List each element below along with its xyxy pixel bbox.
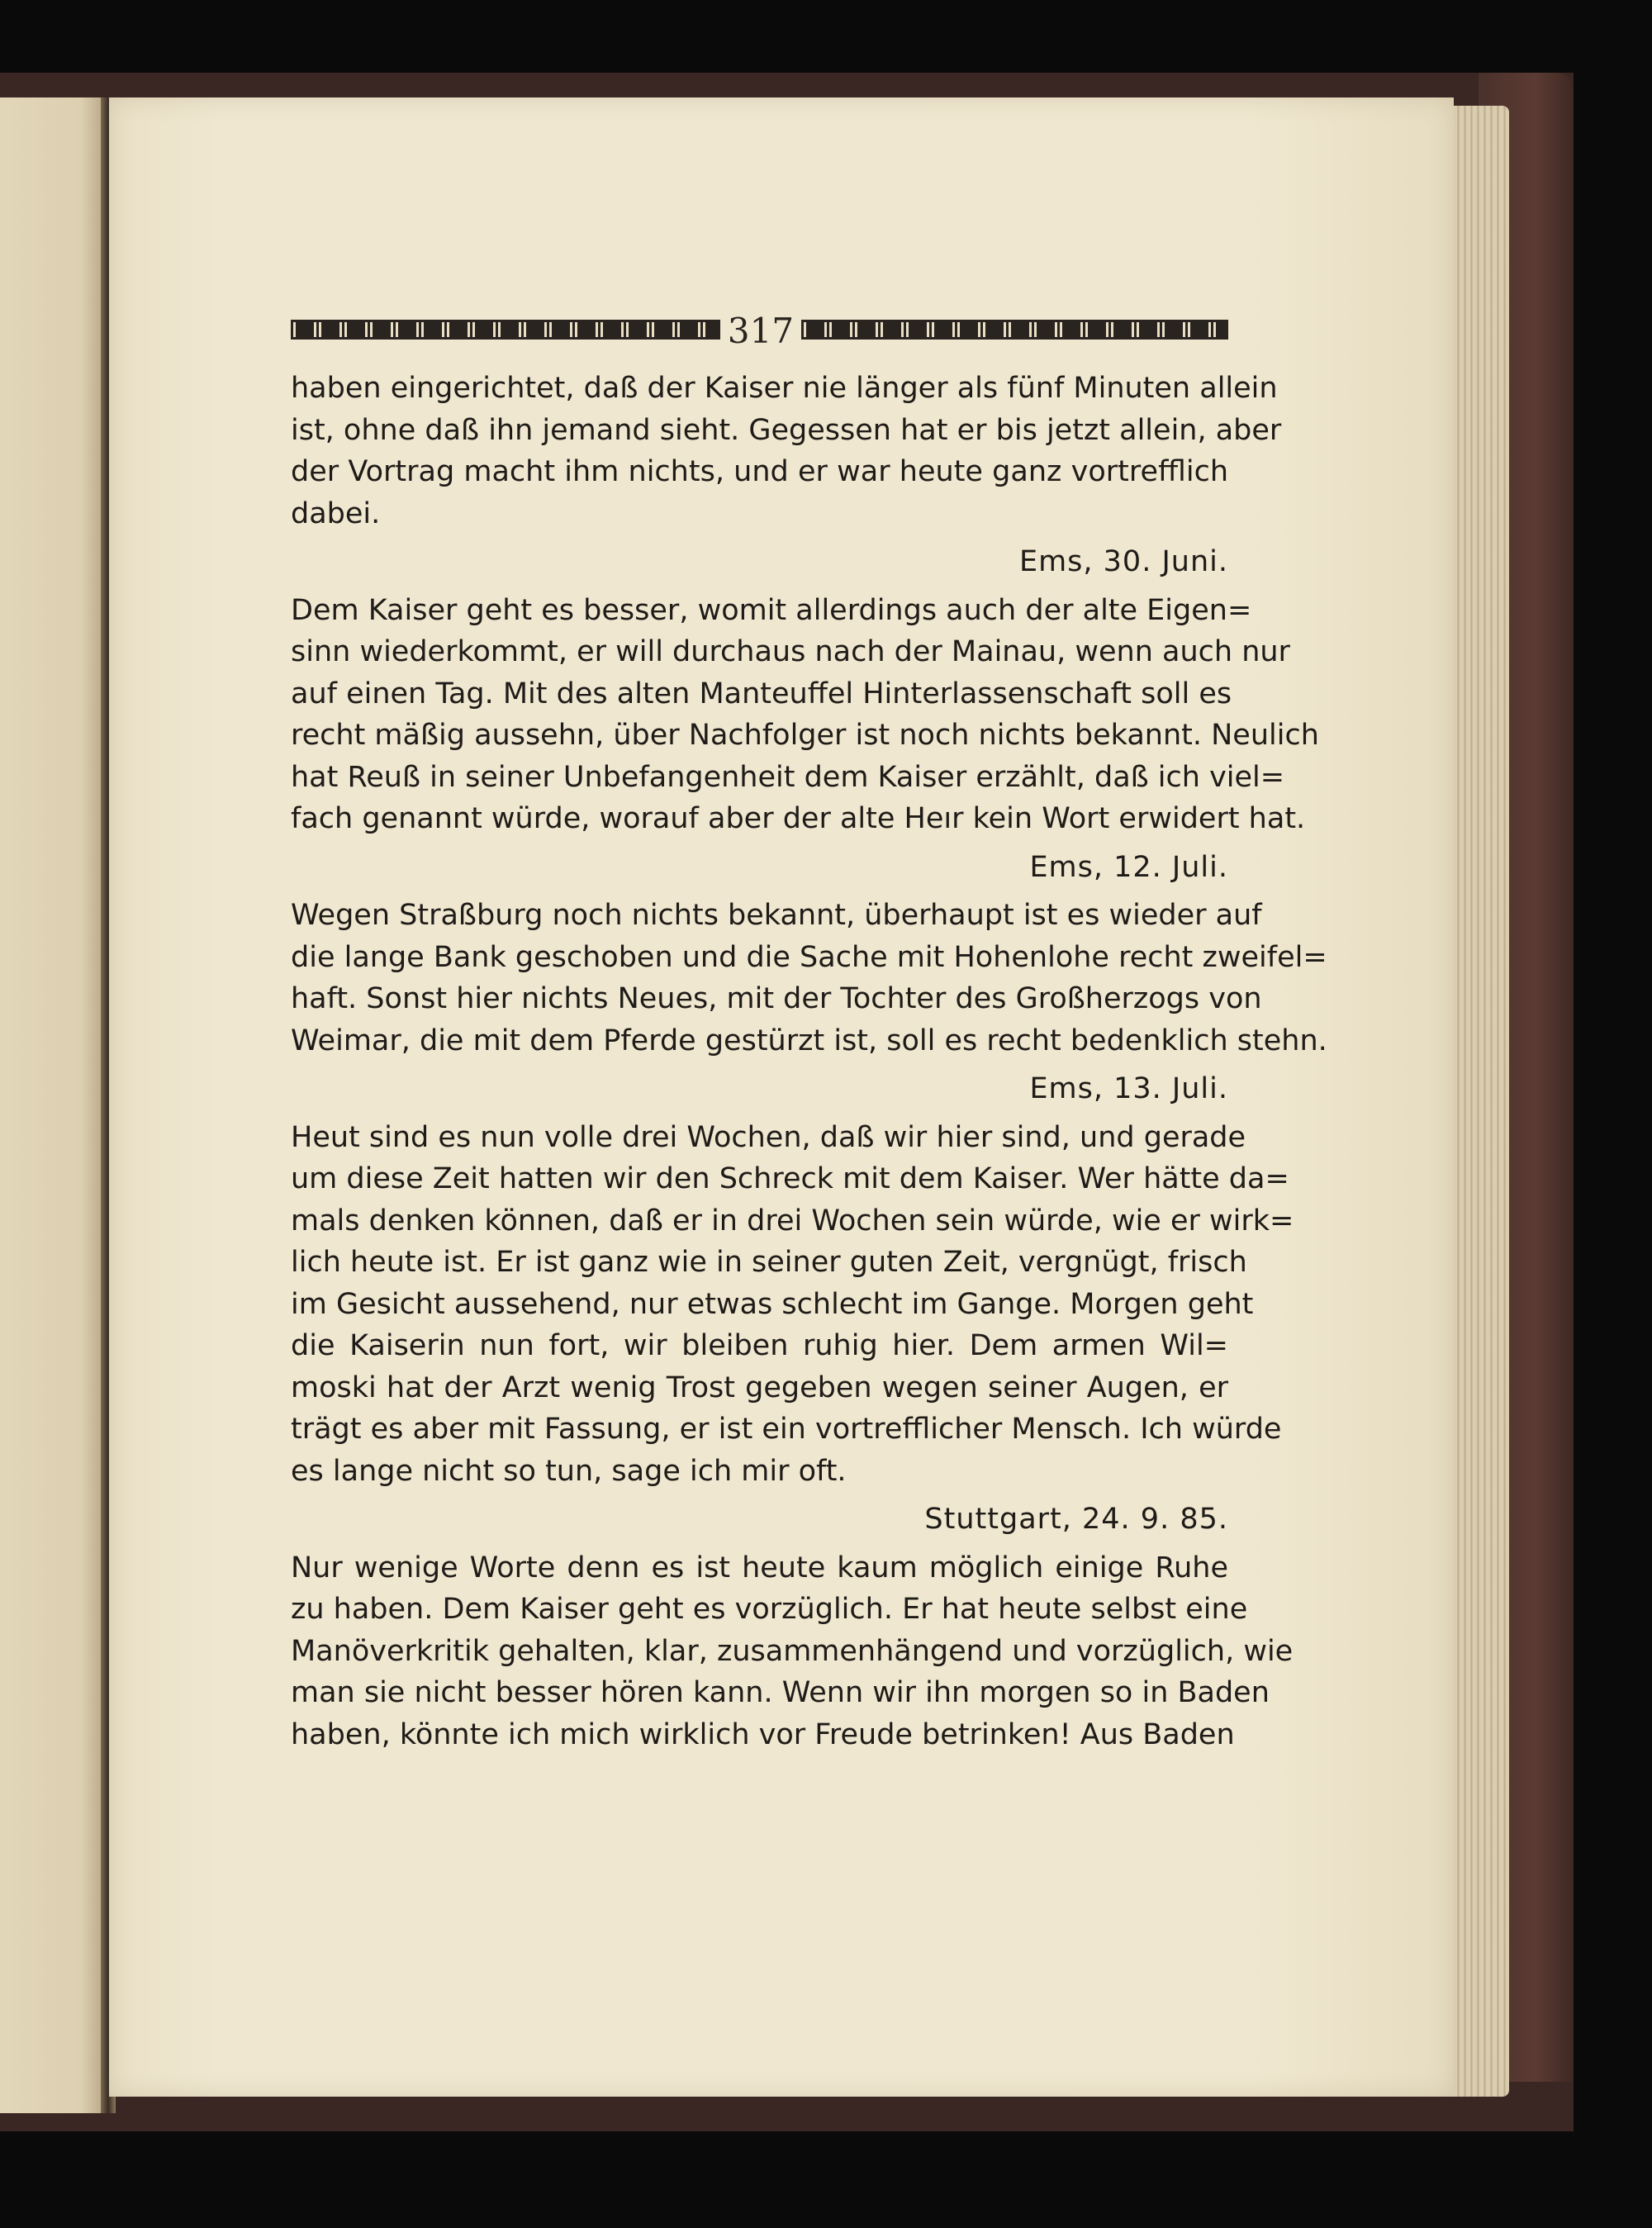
page-body [291, 368, 1327, 1755]
dateline: Ems, 13. Juli. [1029, 1072, 1228, 1105]
text-line: es lange nicht so tun, sage ich mir oft. [291, 1454, 847, 1488]
text-line: lich heute ist. Er ist ganz wie in seiner guten Zeit, vergnügt, frisch [291, 1246, 1247, 1279]
text-line: ist, ohne daß ihn jemand sieht. Gegessen hat er bis jetzt allein, aber [291, 413, 1282, 447]
text-line: man sie nicht besser hören kann. Wenn wir ihn morgen so in Baden [291, 1676, 1270, 1709]
ornament-border-right [801, 320, 1228, 340]
left-page-edge [0, 97, 101, 2113]
dateline: Ems, 30. Juni. [1018, 545, 1228, 578]
text-line: Dem Kaiser geht es besser, womit allerdings auch der alte Eigen= [291, 593, 1252, 627]
text-line: im Gesicht aussehend, nur etwas schlecht im Gange. Morgen geht [291, 1287, 1254, 1321]
text-line: hat Reuß in seiner Unbefangenheit dem Kaiser erzählt, daß ich viel= [291, 760, 1285, 794]
text-line: moski hat der Arzt wenig Trost gegeben wegen seiner Augen, er [291, 1371, 1228, 1404]
page-number: 317 [727, 311, 795, 351]
dateline: Ems, 12. Juli. [1029, 850, 1228, 884]
ornament-border-left [291, 320, 720, 340]
text-line: haft. Sonst hier nichts Neues, mit der Tochter des Großherzogs von [291, 982, 1262, 1015]
text-line: zu haben. Dem Kaiser geht es vorzüglich. Er hat heute selbst eine [291, 1593, 1248, 1626]
dateline: Stuttgart, 24. 9. 85. [924, 1503, 1228, 1536]
text-line: sinn wiederkommt, er will durchaus nach der Mainau, wenn auch nur [291, 635, 1290, 668]
text-line: haben, könnte ich mich wirklich vor Freude betrinken! Aus Baden [291, 1717, 1235, 1751]
text-line: Nur wenige Worte denn es ist heute kaum möglich einige Ruhe [291, 1551, 1228, 1584]
text-line: Wegen Straßburg noch nichts bekannt, überhaupt ist es wieder auf [291, 899, 1262, 932]
text-line: Heut sind es nun volle drei Wochen, daß wir hier sind, und gerade [291, 1120, 1246, 1154]
text-line: um diese Zeit hatten wir den Schreck mit dem Kaiser. Wer hätte da= [291, 1162, 1289, 1195]
text-line: fach genannt würde, worauf aber der alte Heır kein Wort erwidert hat. [291, 802, 1306, 835]
text-line: recht mäßig aussehn, über Nachfolger ist noch nichts bekannt. Neulich [291, 719, 1319, 752]
page-header [291, 311, 1228, 351]
text-line: die lange Bank geschoben und die Sache mit Hohenlohe recht zweifel= [291, 940, 1327, 974]
text-line: die Kaiserin nun fort, wir bleiben ruhig hier. Dem armen Wil= [291, 1329, 1228, 1362]
text-line: Weimar, die mit dem Pferde gestürzt ist, soll es recht bedenklich stehn. [291, 1024, 1327, 1057]
text-line: dabei. [291, 496, 381, 530]
text-line: haben eingerichtet, daß der Kaiser nie länger als fünf Minuten allein [291, 372, 1278, 405]
text-line: Manöverkritik gehalten, klar, zusammenhängend und vorzüglich, wie [291, 1634, 1294, 1668]
text-line: auf einen Tag. Mit des alten Manteuffel Hinterlassenschaft soll es [291, 677, 1232, 710]
text-line: trägt es aber mit Fassung, er ist ein vortrefflicher Mensch. Ich würde [291, 1413, 1282, 1446]
text-line: mals denken können, daß er in drei Wochen sein würde, wie er wirk= [291, 1204, 1294, 1238]
text-line: der Vortrag macht ihm nichts, und er war heute ganz vortrefflich [291, 455, 1228, 488]
